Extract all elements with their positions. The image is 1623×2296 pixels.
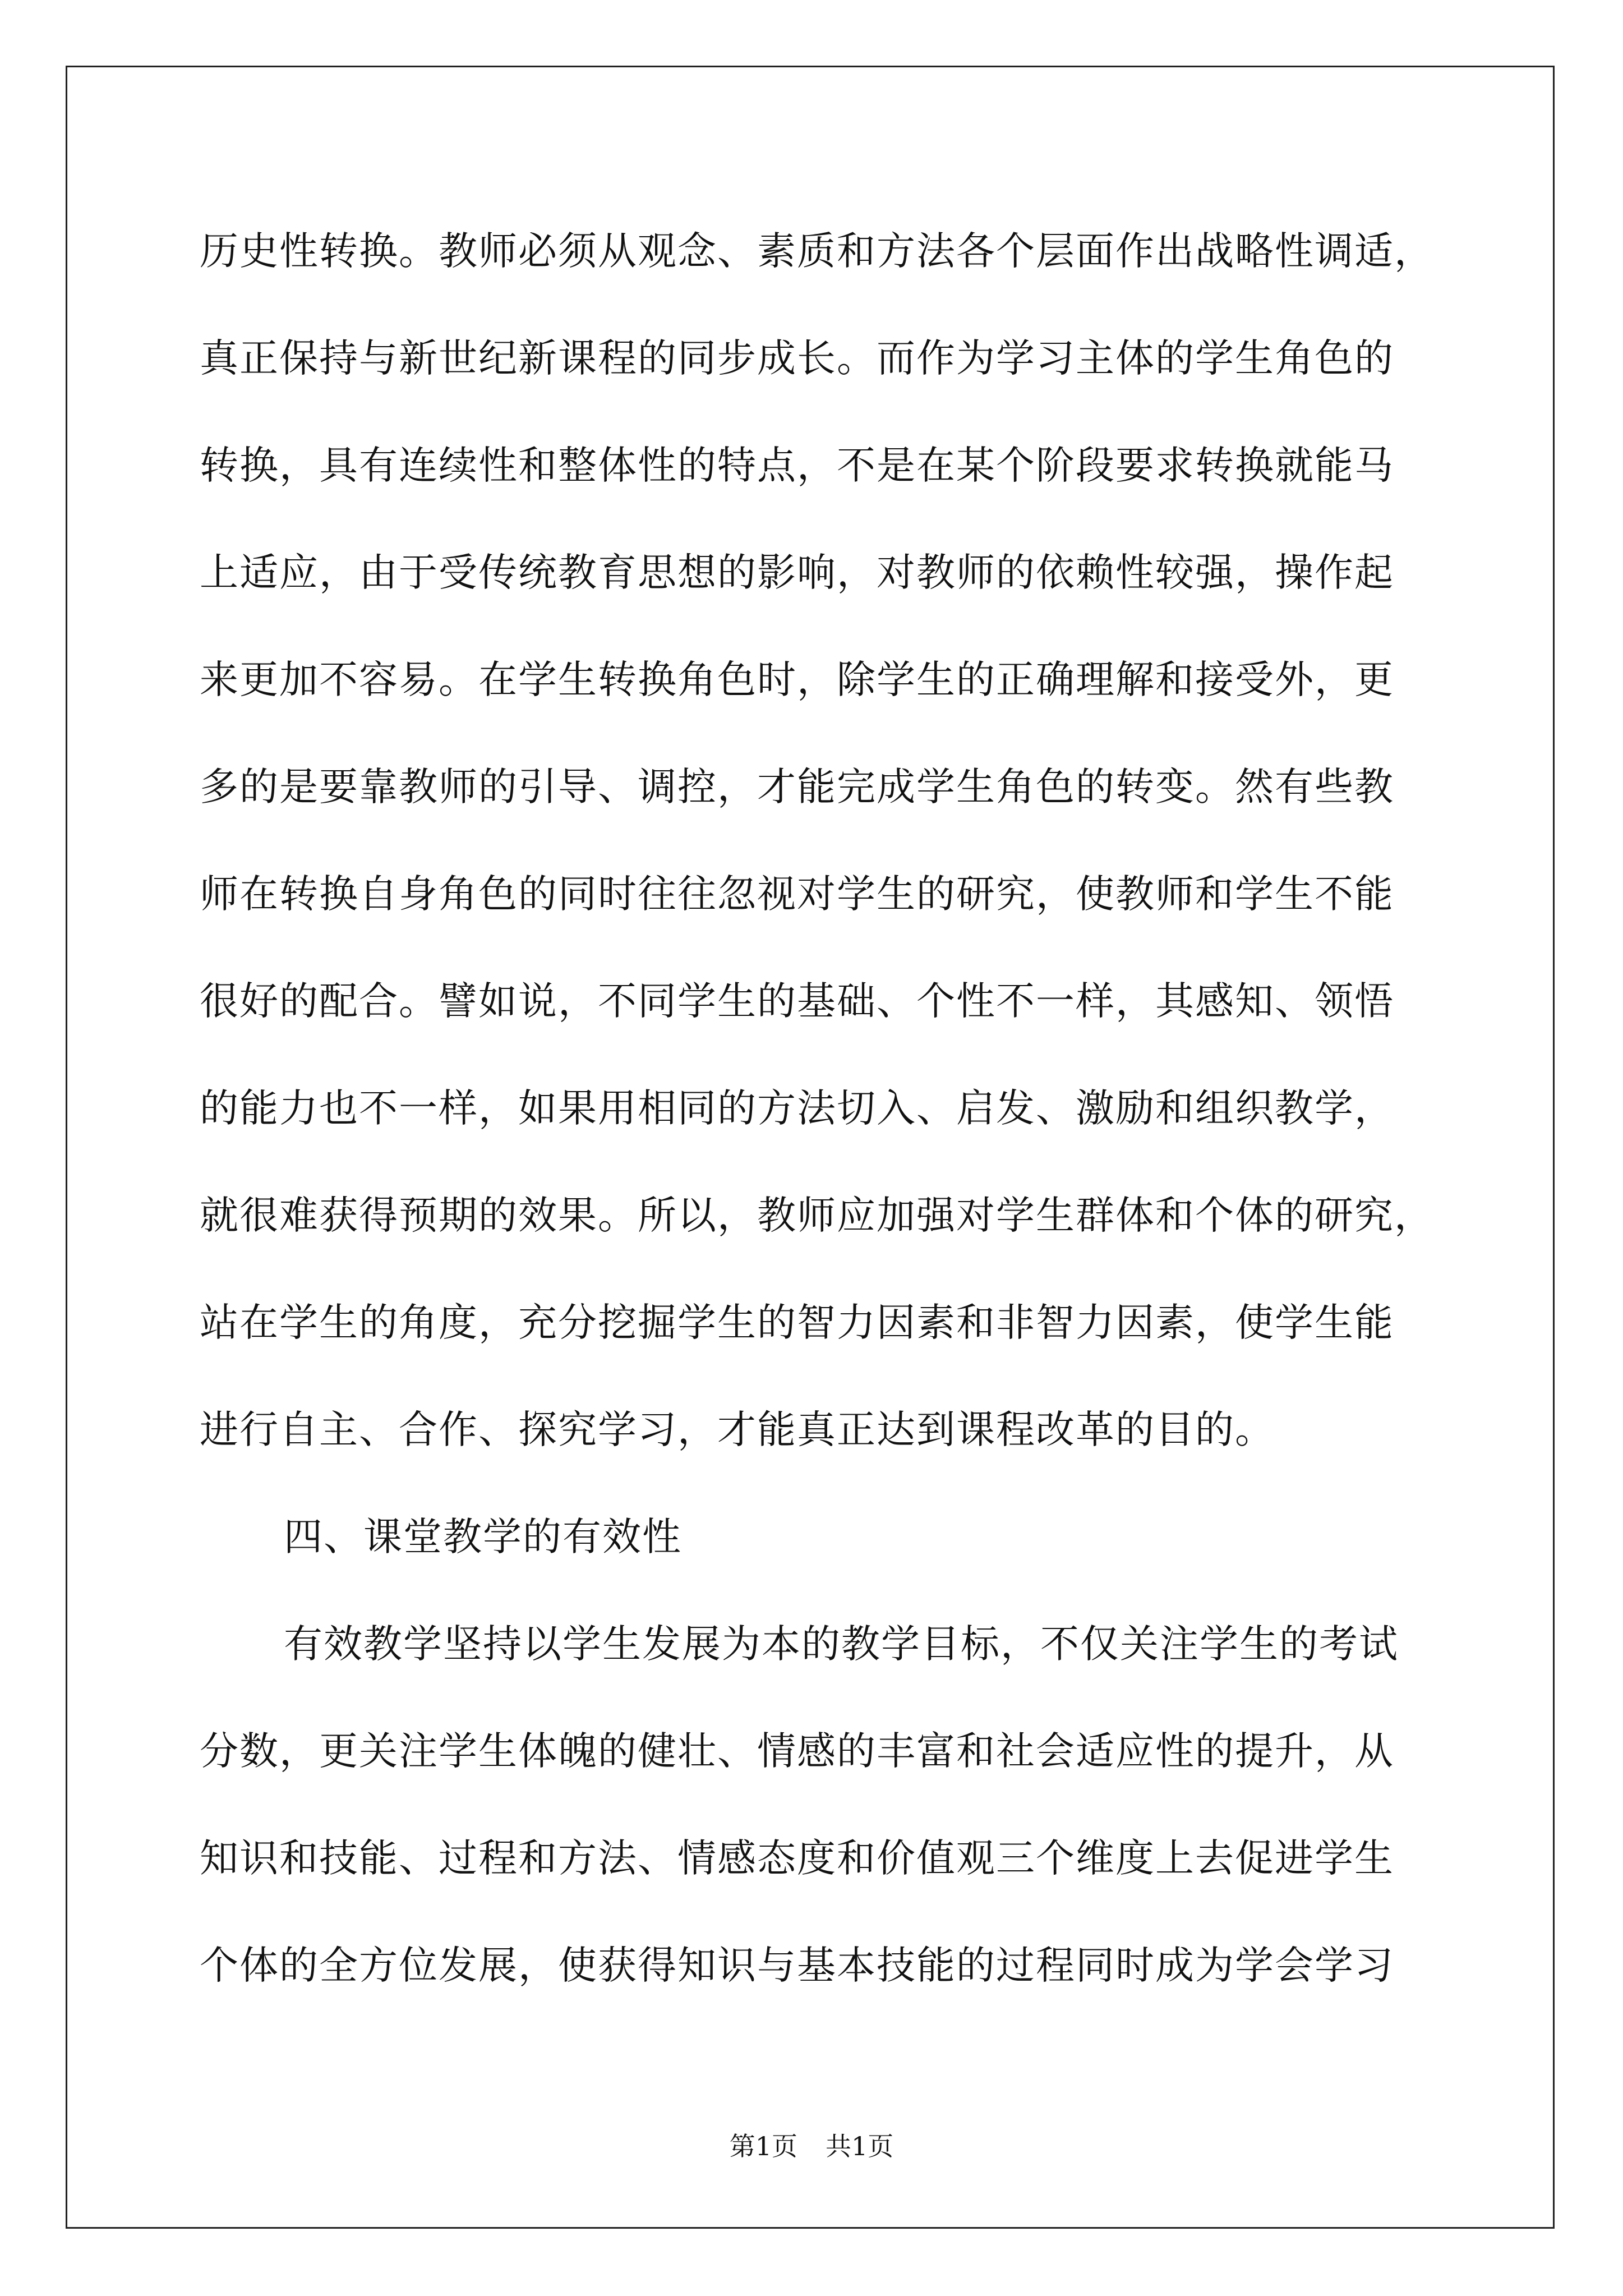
text-line: 来更加不容易。在学生转换角色时，除学生的正确理解和接受外，更 [200, 657, 1394, 702]
text-line: 很好的配合。譬如说，不同学生的基础、个性不一样，其感知、领悟 [200, 979, 1394, 1024]
text-line: 多的是要靠教师的引导、调控，才能完成学生角色的转变。然有些教 [200, 765, 1394, 809]
page-total: 共1页 [826, 2131, 894, 2161]
text-line: 进行自主、合作、探究学习，才能真正达到课程改革的目的。 [200, 1407, 1275, 1452]
text-line: 师在转换自身角色的同时往往忽视对学生的研究，使教师和学生不能 [200, 872, 1394, 917]
text-line: 真正保持与新世纪新课程的同步成长。而作为学习主体的学生角色的 [200, 336, 1394, 381]
text-line: 分数，更关注学生体魄的健壮、情感的丰富和社会适应性的提升，从 [200, 1729, 1394, 1774]
document-body [200, 198, 1433, 2019]
section-heading: 四、课堂教学的有效性 [284, 1515, 682, 1559]
text-line: 转换，具有连续性和整体性的特点，不是在某个阶段要求转换就能马 [200, 443, 1394, 488]
text-line: 个体的全方位发展，使获得知识与基本技能的过程同时成为学会学习 [200, 1943, 1394, 1988]
text-line: 的能力也不一样，如果用相同的方法切入、启发、激励和组织教学， [200, 1086, 1394, 1131]
text-line: 站在学生的角度，充分挖掘学生的智力因素和非智力因素，使学生能 [200, 1300, 1394, 1345]
text-line: 知识和技能、过程和方法、情感态度和价值观三个维度上去促进学生 [200, 1836, 1394, 1881]
text-line: 就很难获得预期的效果。所以，教师应加强对学生群体和个体的研究， [200, 1193, 1434, 1238]
paragraph-first-line: 有效教学坚持以学生发展为本的教学目标，不仅关注学生的考试 [284, 1622, 1399, 1667]
page-footer [0, 2129, 1623, 2163]
text-line: 历史性转换。教师必须从观念、素质和方法各个层面作出战略性调适， [200, 229, 1434, 274]
page-number: 第1页 [729, 2131, 797, 2161]
text-line: 上适应，由于受传统教育思想的影响，对教师的依赖性较强，操作起 [200, 550, 1394, 595]
